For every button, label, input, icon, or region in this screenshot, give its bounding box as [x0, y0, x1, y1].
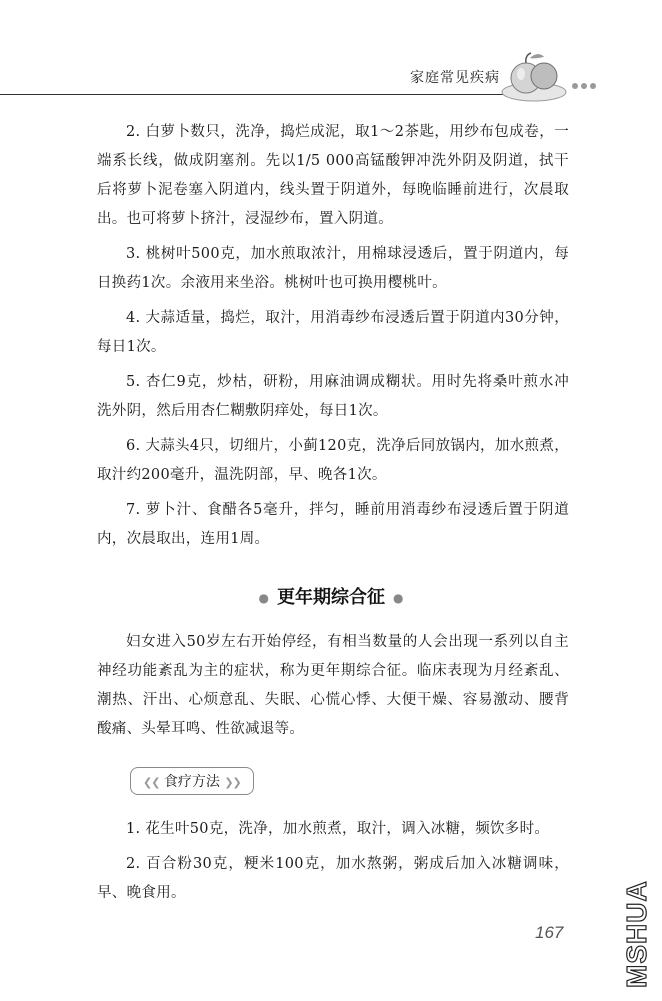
fruit-plate-illustration	[498, 48, 568, 104]
svg-text:MSHUA: MSHUA	[621, 880, 652, 988]
remedy-item: 5. 杏仁9克，炒枯，研粉，用麻油调成糊状。用时先将桑叶煎水冲洗外阴，然后用杏仁糊敷阴痒处，每日1次。	[97, 374, 569, 419]
section-intro	[97, 628, 569, 750]
header-rule	[0, 94, 505, 95]
page-number: 167	[535, 923, 564, 942]
remedy-item: 4. 大蒜适量，捣烂，取汁，用消毒纱布浸透后置于阴道内30分钟，每日1次。	[97, 310, 569, 355]
method-label-box	[130, 767, 254, 795]
remedy-item: 2. 白萝卜数只，洗净，捣烂成泥，取1～2茶匙，用纱布包成卷，一端系长线，做成阴塞剂。先以1/5 000高锰酸钾冲洗外阴及阴道，拭干后将萝卜泥卷塞入阴道内，线头置于阴道外，每晚临睡前进行，次晨取出。也可将萝卜挤汁，浸湿纱布，置入阴道。	[97, 124, 569, 227]
section-heading-text: 更年期综合征	[277, 587, 385, 608]
chevron-decoration-icon: ❮❮	[143, 776, 160, 789]
remedy-item: 7. 萝卜汁、食醋各5毫升，拌匀，睡前用消毒纱布浸透后置于阴道内，次晨取出，连用1周。	[97, 502, 569, 547]
bullet-dot-icon: ●	[258, 591, 269, 605]
bullet-dot-icon: ●	[393, 591, 404, 605]
remedy-item: 6. 大蒜头4只，切细片，小蓟120克，洗净后同放锅内，加水煎煮，取汁约200毫升，温洗阴部，早、晚各1次。	[97, 438, 569, 483]
decorative-dots	[572, 74, 599, 93]
method-label: 食疗方法	[163, 774, 220, 790]
remedy-item: 3. 桃树叶500克，加水煎取浓汁，用棉球浸透后，置于阴道内，每日换药1次。余液用来坐浴。桃树叶也可换用樱桃叶。	[97, 246, 569, 291]
recipe-item: 1. 花生叶50克，洗净，加水煎煮，取汁，调入冰糖，频饮多时。	[126, 821, 550, 837]
section-heading	[0, 583, 662, 609]
recipe-list	[97, 815, 569, 914]
recipe-item: 2. 百合粉30克，粳米100克，加水熬粥，粥成后加入冰糖调味，早、晚食用。	[97, 856, 569, 901]
remedy-list-continued	[97, 118, 569, 560]
publisher-watermark	[608, 880, 658, 990]
chevron-decoration-icon: ❯❯	[224, 776, 241, 789]
running-header-title: 家庭常见疾病	[410, 70, 500, 86]
intro-paragraph: 妇女进入50岁左右开始停经，有相当数量的人会出现一系列以自主神经功能紊乱为主的症状，称为更年期综合征。临床表现为月经紊乱、潮热、汗出、心烦意乱、失眠、心慌心悸、大便干燥、容易激动、腰背酸痛、头晕耳鸣、性欲减退等。	[97, 634, 569, 737]
page-header	[0, 0, 662, 110]
